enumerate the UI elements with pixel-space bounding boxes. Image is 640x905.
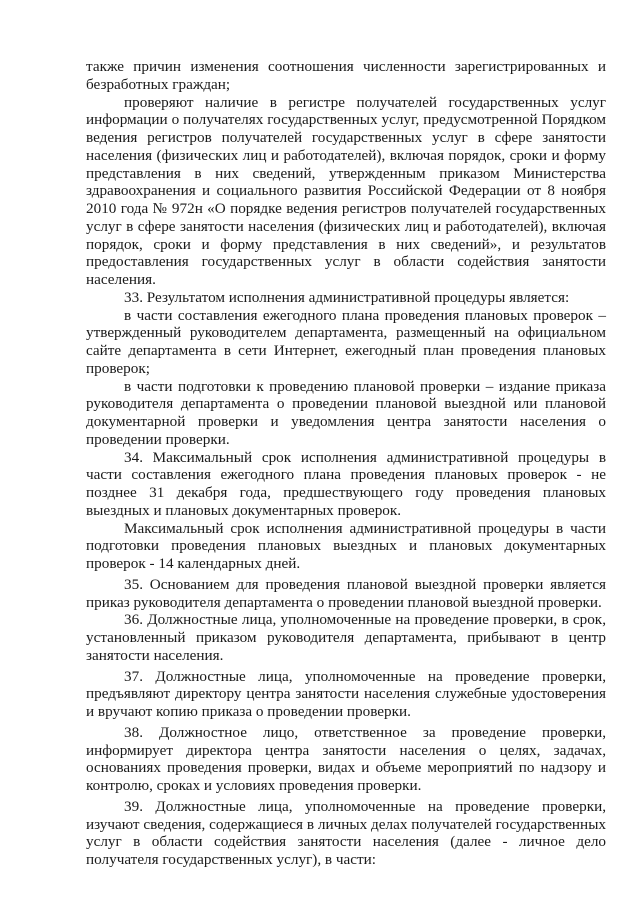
paragraph-item-35: 35. Основанием для проведения плановой выездной проверки является приказ руководителя департамента о проведении плановой выездной проверки.	[86, 575, 606, 611]
paragraph-item-38: 38. Должностное лицо, ответственное за проведение проверки, информирует директора центра занятости населения о целях, задачах, основаниях проведения проверки, видах и объеме мероприятий по надзору и контролю, сроках и условиях проведения проверки.	[86, 723, 606, 794]
paragraph-register-check: проверяют наличие в регистре получателей государственных услуг информации о получателях государственных услуг, предусмотренной Порядком ведения регистров получателей государственных услуг в сфере занятости населения (физических лиц и работодателей), включая порядок, сроки и форму представления в них сведений, утвержденным приказом Министерства здравоохранения и социального развития Российской Федерации от 8 ноября 2010 года № 972н «О порядке ведения регистров получателей государственных услуг в сфере занятости населения (физических лиц и работодателей), включая порядок, сроки и форму представления в них сведений», и результатов предоставления государственных услуг в области содействия занятости населения.	[86, 93, 606, 288]
paragraph-item-33: 33. Результатом исполнения административной процедуры является:	[124, 288, 570, 306]
document-body	[86, 58, 606, 869]
paragraph-item-34: 34. Максимальный срок исполнения административной процедуры в части составления ежегодного плана проведения плановых проверок - не позднее 31 декабря года, предшествующего году проведения плановых выездных и плановых документарных проверок.	[86, 448, 606, 519]
paragraph-max-term: Максимальный срок исполнения административной процедуры в части подготовки проведения плановых выездных и плановых документарных проверок - 14 календарных дней.	[86, 519, 606, 572]
paragraph-item-39: 39. Должностные лица, уполномоченные на проведение проверки, изучают сведения, содержащиеся в личных делах получателей государственных услуг в области содействия занятости населения (далее - личное дело получателя государственных услуг), в части:	[86, 797, 606, 868]
paragraph-continuation: также причин изменения соотношения численности зарегистрированных и безработных граждан;	[86, 58, 606, 93]
paragraph-item-37: 37. Должностные лица, уполномоченные на проведение проверки, предъявляют директору центра занятости населения служебные удостоверения и вручают копию приказа о проведении проверки.	[86, 667, 606, 720]
paragraph-inspection-prep: в части подготовки к проведению плановой проверки – издание приказа руководителя департамента о проведении плановой выездной или плановой документарной проверки и уведомления центра занятости населения о проведении проверки.	[86, 377, 606, 448]
paragraph-annual-plan: в части составления ежегодного плана проведения плановых проверок – утвержденный руководителем департамента, размещенный на официальном сайте департамента в сети Интернет, ежегодный план проведения плановых проверок;	[86, 306, 606, 377]
paragraph-item-36: 36. Должностные лица, уполномоченные на проведение проверки, в срок, установленный приказом руководителя департамента, прибывают в центр занятости населения.	[86, 611, 606, 664]
